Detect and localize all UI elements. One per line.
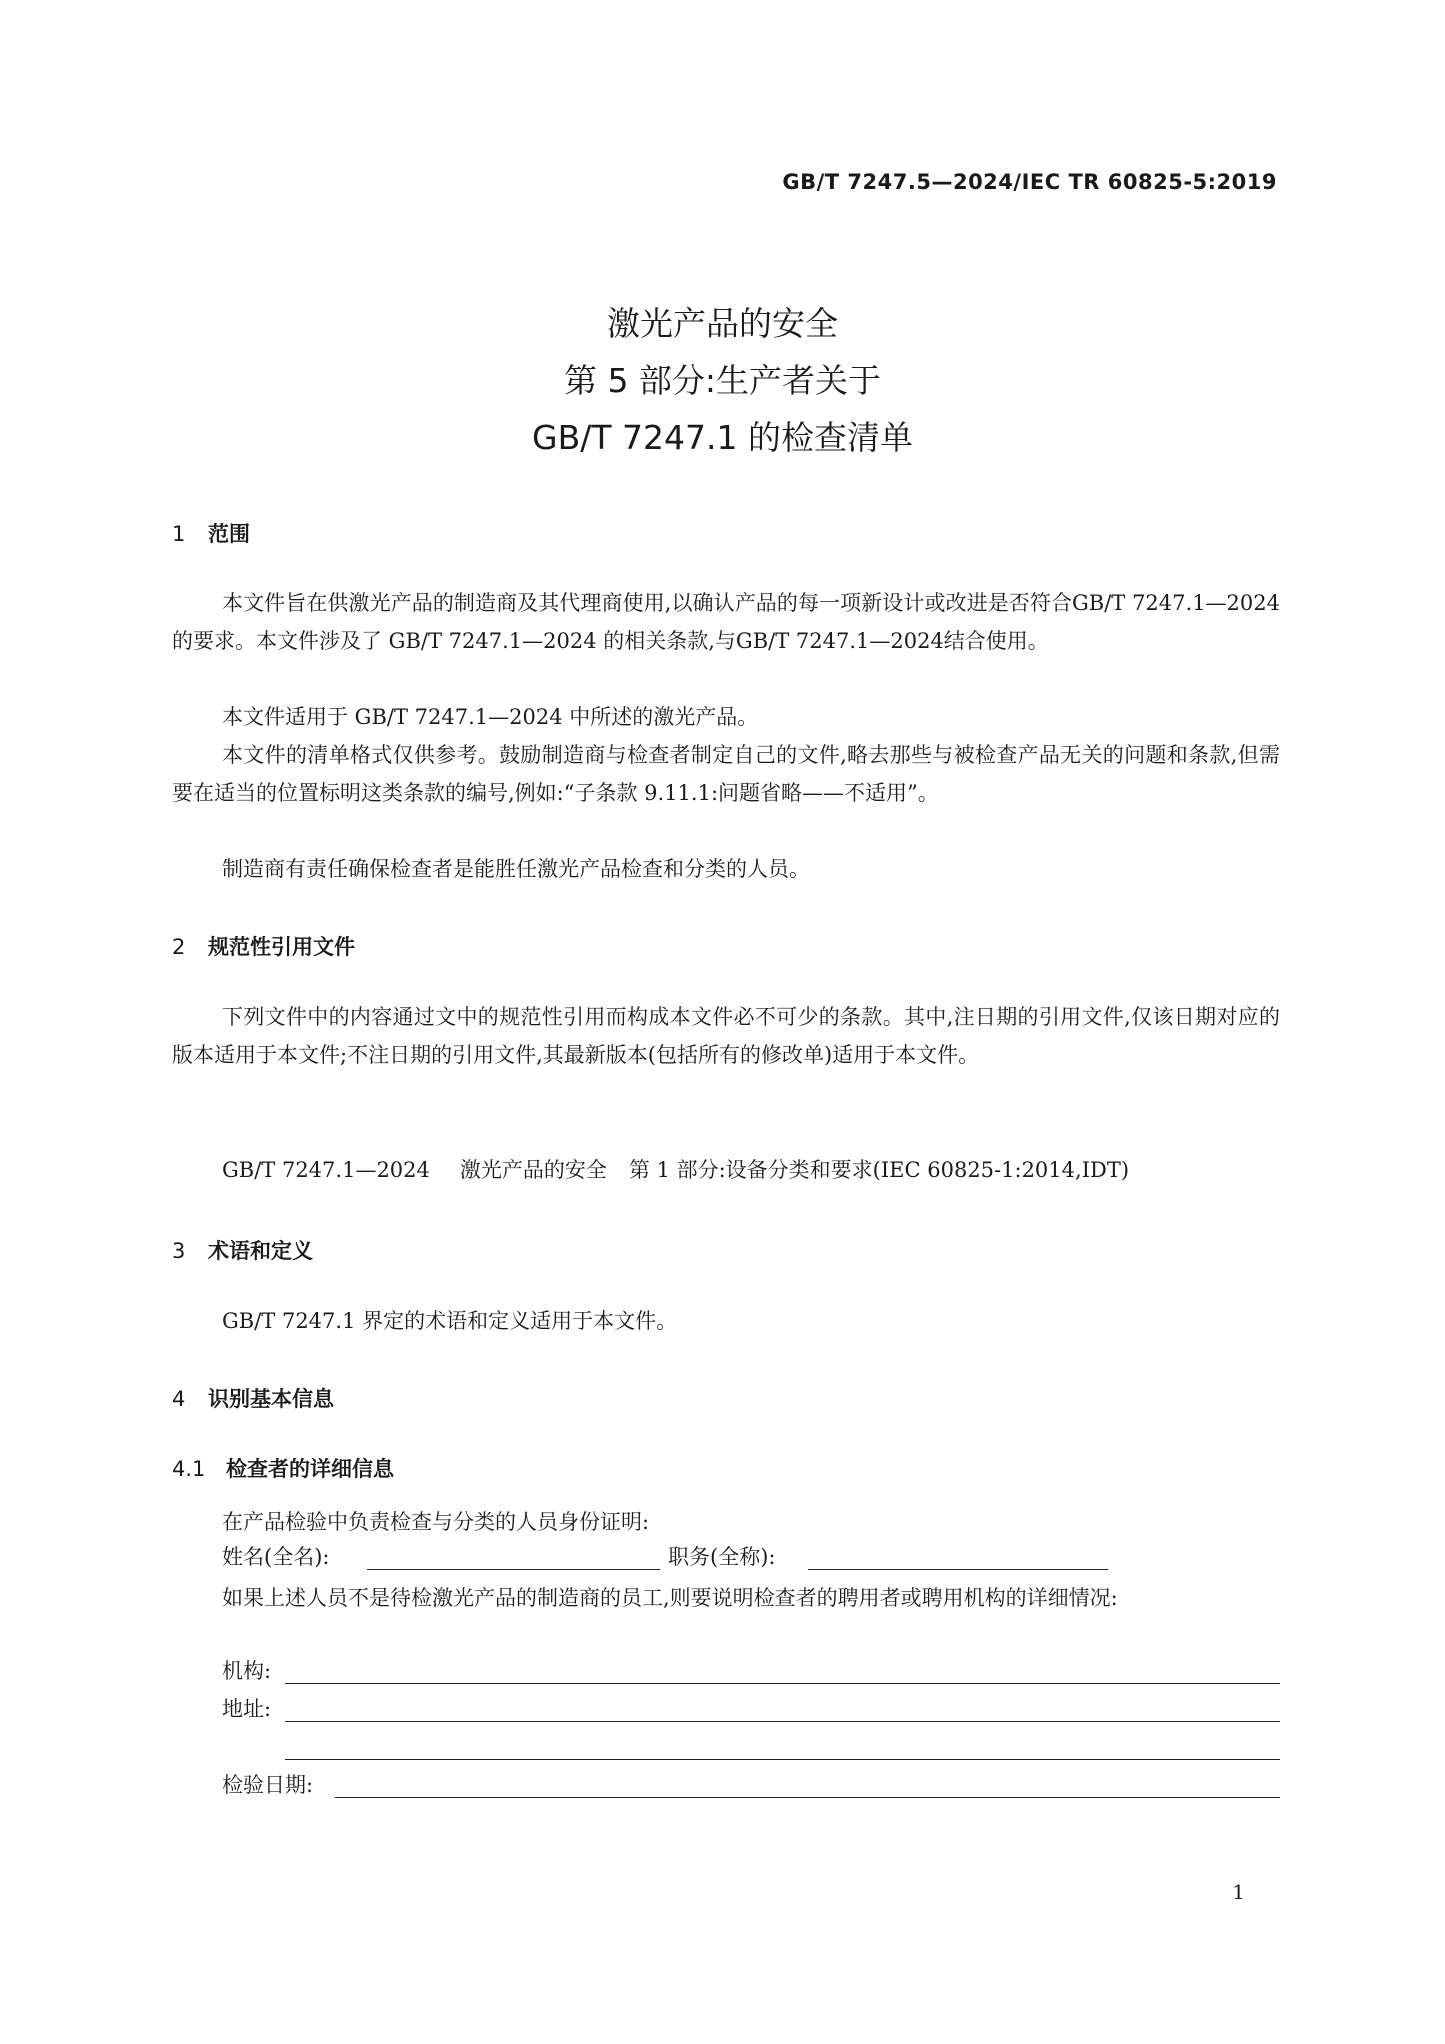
- section-4-1-paragraph-1: 在产品检验中负责检查与分类的人员身份证明:: [222, 1510, 650, 1534]
- position-label: 职务(全称):: [668, 1545, 776, 1569]
- section-1-heading: [172, 518, 250, 548]
- section-number: 1: [172, 522, 186, 546]
- document-title: [0, 295, 1445, 466]
- name-label: 姓名(全名):: [222, 1545, 330, 1569]
- section-4-1-heading: [172, 1453, 394, 1483]
- reference-title-part: 第 1 部分:设备分类和要求(IEC 60825-1:2014,IDT): [628, 1158, 1130, 1182]
- section-number: 3: [172, 1239, 186, 1263]
- title-line-1: 激光产品的安全: [607, 304, 838, 343]
- section-4-1-paragraph-2: 如果上述人员不是待检激光产品的制造商的员工,则要说明检查者的聘用者或聘用机构的详细情况:: [222, 1586, 1118, 1610]
- normative-reference: [222, 1154, 1129, 1184]
- section-1-paragraph-3: 本文件的清单格式仅供参考。鼓励制造商与检查者制定自己的文件,略去那些与被检查产品无关的问题和条款,但需要在适当的位置标明这类条款的编号,例如:“子条款 9.11.1:问题省略——不适用”。: [172, 743, 1280, 805]
- section-1-paragraph-1: 本文件旨在供激光产品的制造商及其代理商使用,以确认产品的每一项新设计或改进是否符合GB/T 7247.1—2024 的要求。本文件涉及了 GB/T 7247.1—2024 的相关条款,与GB/T 7247.1—2024结合使用。: [172, 591, 1280, 653]
- position-field-line[interactable]: [808, 1569, 1108, 1570]
- section-4-heading: [172, 1383, 334, 1413]
- section-title: 范围: [208, 522, 250, 546]
- standard-id-header: GB/T 7247.5—2024/IEC TR 60825-5:2019: [782, 170, 1277, 194]
- section-number: 4.1: [172, 1457, 206, 1481]
- section-title: 识别基本信息: [208, 1387, 334, 1411]
- address-label: 地址:: [222, 1697, 272, 1721]
- section-number: 4: [172, 1387, 186, 1411]
- title-line-2: 第 5 部分:生产者关于: [563, 361, 882, 400]
- address-field-line-2[interactable]: [285, 1759, 1280, 1760]
- section-1-paragraph-2: 本文件适用于 GB/T 7247.1—2024 中所述的激光产品。: [222, 705, 759, 729]
- section-title: 术语和定义: [208, 1239, 313, 1263]
- section-2-heading: [172, 931, 355, 961]
- section-title: 规范性引用文件: [208, 935, 355, 959]
- section-1-paragraph-4: 制造商有责任确保检查者是能胜任激光产品检查和分类的人员。: [222, 857, 810, 881]
- organization-label: 机构:: [222, 1659, 272, 1683]
- inspection-date-field-line[interactable]: [335, 1797, 1280, 1798]
- section-title: 检查者的详细信息: [226, 1457, 394, 1481]
- reference-title-main: 激光产品的安全: [459, 1158, 607, 1182]
- reference-code: GB/T 7247.1—2024: [222, 1158, 430, 1182]
- page-number: 1: [1232, 1880, 1245, 1904]
- section-3-heading: [172, 1235, 313, 1265]
- name-field-line[interactable]: [367, 1569, 660, 1570]
- section-2-paragraph-1: 下列文件中的内容通过文中的规范性引用而构成本文件必不可少的条款。其中,注日期的引用文件,仅该日期对应的版本适用于本文件;不注日期的引用文件,其最新版本(包括所有的修改单)适用于本文件。: [172, 1005, 1280, 1067]
- section-number: 2: [172, 935, 186, 959]
- organization-field-line[interactable]: [285, 1683, 1280, 1684]
- address-field-line-1[interactable]: [285, 1721, 1280, 1722]
- section-3-paragraph-1: GB/T 7247.1 界定的术语和定义适用于本文件。: [222, 1309, 678, 1333]
- inspection-date-label: 检验日期:: [222, 1773, 314, 1797]
- title-line-3: GB/T 7247.1 的检查清单: [532, 418, 913, 457]
